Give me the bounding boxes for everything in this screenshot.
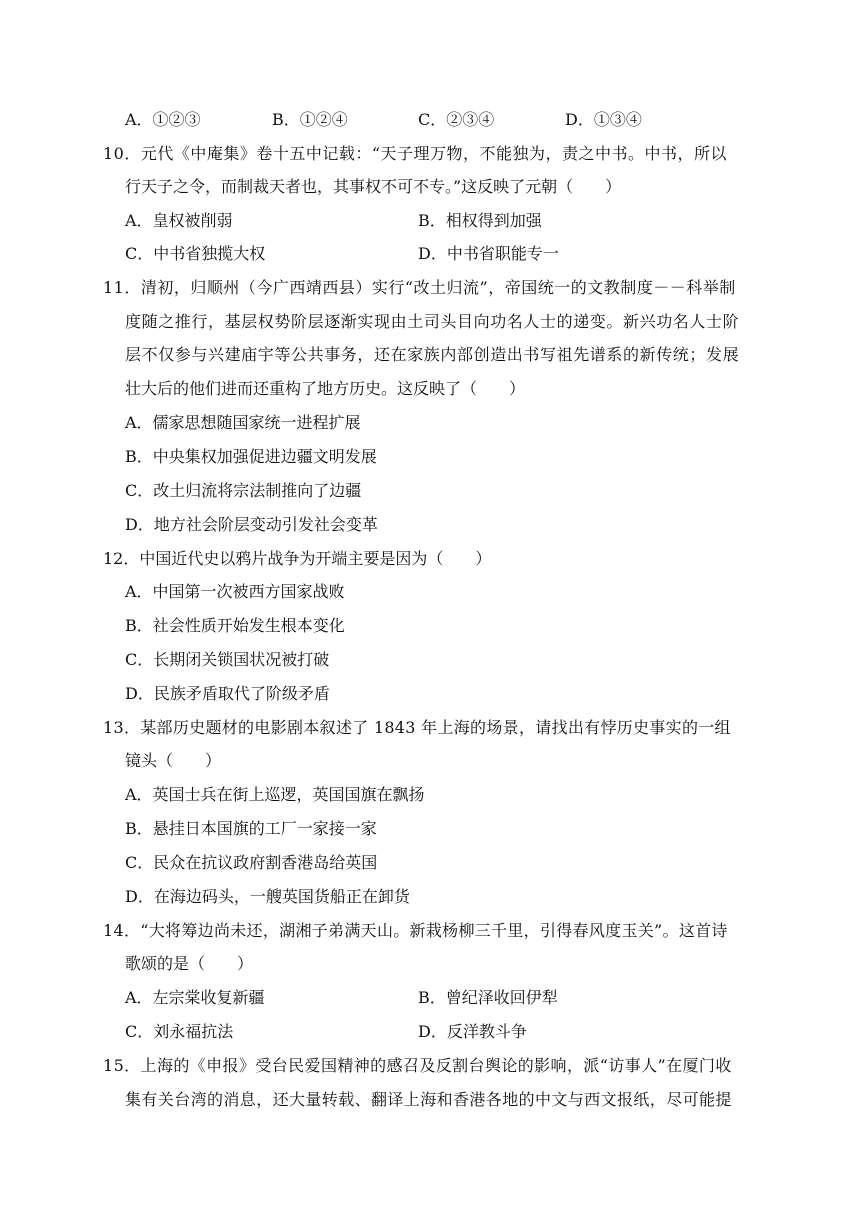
- q10-stem-line-2: 行天子之令，而制裁天者也，其事权不可不专。”这反映了元朝（ ）: [125, 177, 622, 196]
- q13-option-b: B．悬挂日本国旗的工厂一家接一家: [125, 819, 377, 838]
- q11-stem-line-2: 度随之推行，基层权势阶层逐渐实现由土司头目向功名人士的递变。新兴功名人士阶: [125, 312, 740, 331]
- q10-stem-line-1: 10．元代《中庵集》卷十五中记载：“天子理万物，不能独为，责之中书。中书，所以: [103, 144, 728, 163]
- q9-option-b: B．①②④: [272, 110, 348, 129]
- q12-option-c: C．长期闭关锁国状况被打破: [125, 650, 330, 669]
- q11-stem-line-3: 层不仅参与兴建庙宇等公共事务，还在家族内部创造出书写祖先谱系的新传统；发展: [125, 345, 740, 364]
- q14-stem-line-1: 14．“大将筹边尚未还，湖湘子弟满天山。新栽杨柳三千里，引得春风度玉关”。这首诗: [103, 921, 728, 940]
- q10-option-d: D．中书省职能专一: [418, 244, 559, 263]
- q11-option-a: A．儒家思想随国家统一进程扩展: [125, 413, 361, 432]
- q9-option-c: C．②③④: [418, 110, 495, 129]
- q9-option-a: A．①②③: [125, 110, 201, 129]
- q11-stem-line-4: 壮大后的他们进而还重构了地方历史。这反映了（ ）: [125, 379, 526, 398]
- q12-option-d: D．民族矛盾取代了阶级矛盾: [125, 684, 330, 703]
- q10-option-a: A．皇权被削弱: [125, 211, 233, 230]
- q11-stem-line-1: 11．清初，归顺州（今广西靖西县）实行“改土归流”，帝国统一的文教制度－－科举制: [103, 278, 736, 297]
- q15-stem-line-1: 15．上海的《申报》受台民爱国精神的感召及反割台舆论的影响，派“访事人”在厦门收: [103, 1056, 732, 1075]
- q13-option-a: A．英国士兵在街上巡逻，英国国旗在飘扬: [125, 785, 425, 804]
- q13-option-c: C．民众在抗议政府割香港岛给英国: [125, 853, 378, 872]
- q14-option-b: B．曾纪泽收回伊犁: [418, 988, 558, 1007]
- q15-stem-line-2: 集有关台湾的消息，还大量转载、翻译上海和香港各地的中文与西文报纸，尽可能提: [125, 1090, 732, 1109]
- q9-option-d: D．①③④: [565, 110, 642, 129]
- q11-option-c: C．改土归流将宗法制推向了边疆: [125, 481, 362, 500]
- q12-option-b: B．社会性质开始发生根本变化: [125, 616, 345, 635]
- q13-option-d: D．在海边码头，一艘英国货船正在卸货: [125, 887, 410, 906]
- q14-option-a: A．左宗棠收复新疆: [125, 988, 265, 1007]
- q14-option-d: D．反洋教斗争: [418, 1022, 527, 1041]
- q14-stem-line-2: 歌颂的是（ ）: [125, 954, 254, 973]
- q12-option-a: A．中国第一次被西方国家战败: [125, 582, 345, 601]
- q13-stem-line-1: 13．某部历史题材的电影剧本叙述了 1843 年上海的场景，请找出有悖历史事实的一组: [103, 718, 731, 737]
- q10-option-b: B．相权得到加强: [418, 211, 542, 230]
- q11-option-d: D．地方社会阶层变动引发社会变革: [125, 515, 378, 534]
- q14-option-c: C．刘永福抗法: [125, 1022, 234, 1041]
- q11-option-b: B．中央集权加强促进边疆文明发展: [125, 447, 377, 466]
- q12-stem-line-1: 12．中国近代史以鸦片战争为开端主要是因为（ ）: [103, 549, 492, 568]
- q13-stem-line-2: 镜头（ ）: [125, 751, 222, 770]
- q10-option-c: C．中书省独揽大权: [125, 244, 266, 263]
